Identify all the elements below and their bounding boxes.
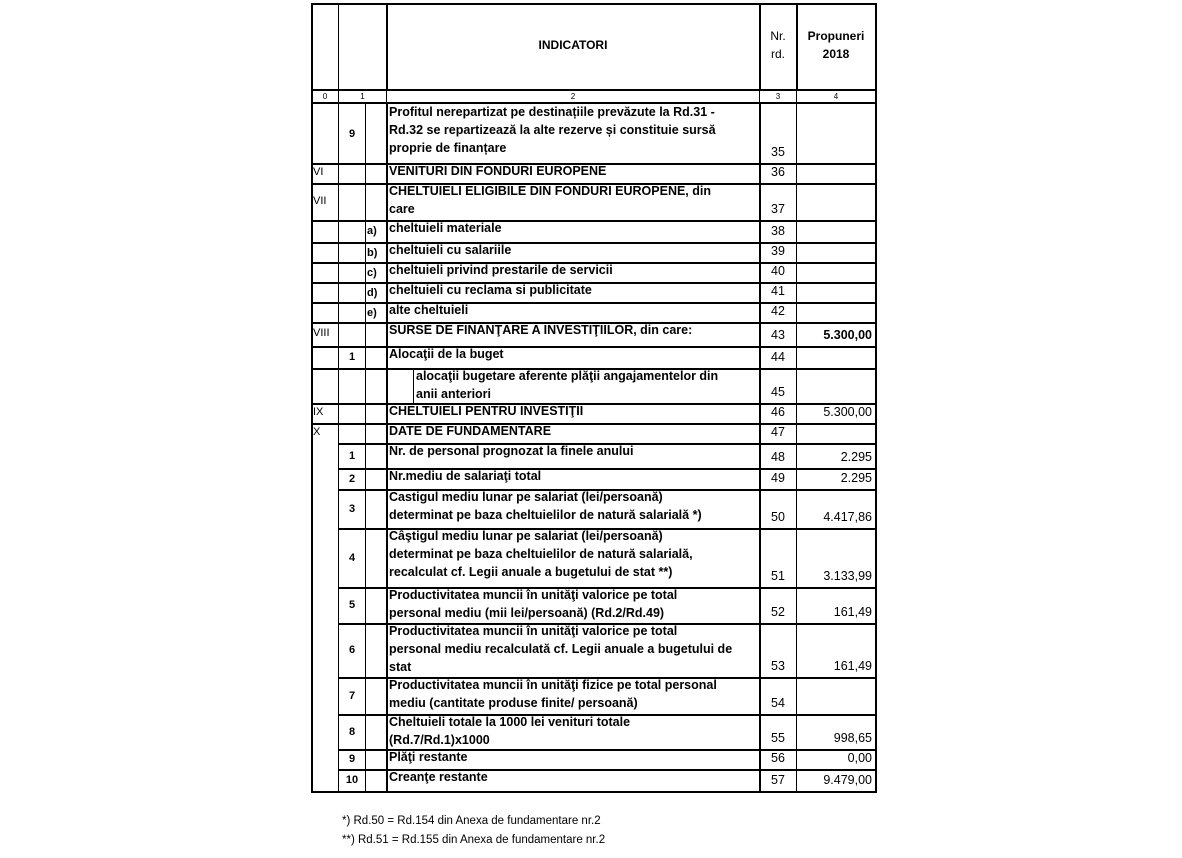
rule-line: [386, 322, 388, 346]
rule-line: [386, 346, 388, 368]
rule-line: [386, 403, 388, 423]
rule-line: [338, 282, 339, 302]
rule-line: [796, 714, 797, 749]
rule-line: [311, 791, 877, 793]
rule-line: [338, 368, 339, 403]
rule-line: [365, 587, 366, 623]
row-number-cell: 53: [771, 659, 785, 673]
rule-line: [796, 163, 797, 183]
row-index-cell: 1: [348, 351, 356, 363]
rule-line: [365, 368, 366, 403]
rule-line: [311, 183, 312, 220]
row-number-cell: 42: [771, 304, 785, 318]
rule-line: [386, 220, 388, 242]
rule-line: [365, 262, 366, 282]
rule-line: [386, 623, 388, 677]
value-cell: 3.133,99: [823, 569, 872, 583]
rule-line: [311, 423, 312, 443]
row-number-cell: 41: [771, 284, 785, 298]
value-cell: 161,49: [833, 659, 872, 673]
rule-line: [311, 322, 312, 346]
rule-line: [413, 368, 414, 403]
rule-line: [338, 163, 339, 183]
rule-line: [796, 322, 797, 346]
row-number-cell: 49: [771, 471, 785, 485]
rule-line: [386, 677, 388, 714]
indicator-text-line: CHELTUIELI PENTRU INVESTIŢII: [389, 404, 584, 418]
indicator-text-line: Alocaţii de la buget: [389, 347, 504, 361]
rule-line: [796, 587, 797, 623]
rule-line: [796, 262, 797, 282]
rule-line: [386, 468, 388, 489]
rule-line: [386, 302, 388, 322]
indicator-text-line: Cheltuieli totale la 1000 lei venituri totale: [389, 715, 631, 729]
row-number-cell: 52: [771, 605, 785, 619]
rule-line: [365, 104, 366, 163]
sub-letter-cell: b): [367, 247, 378, 259]
row-number-cell: 39: [771, 244, 785, 258]
row-number-cell: 40: [771, 264, 785, 278]
indicator-text-line: stat: [389, 660, 412, 674]
rule-line: [365, 242, 366, 262]
rule-line: [365, 322, 366, 346]
rule-line: [796, 220, 797, 242]
roman-numeral-cell: VIII: [313, 327, 330, 339]
rule-line: [311, 623, 312, 677]
row-index-cell: 3: [348, 502, 356, 515]
row-number-cell: 36: [771, 165, 785, 179]
indicator-text-line: Câştigul mediu lunar pe salariat (lei/persoană): [389, 529, 663, 543]
indicator-text-line: Plăţi restante: [389, 750, 468, 764]
rule-line: [386, 423, 388, 443]
indicator-text-line: alte cheltuieli: [389, 303, 469, 317]
rule-line: [365, 749, 366, 769]
rule-line: [338, 183, 339, 220]
row-number-cell: 50: [771, 510, 785, 524]
row-number-cell: 54: [771, 696, 785, 710]
indicator-text-line: DATE DE FUNDAMENTARE: [389, 424, 552, 438]
propuneri-header-line1: Propuneri: [807, 29, 865, 43]
indicator-text-line: personal mediu recalculată cf. Legii anuale a bugetului de: [389, 642, 733, 656]
indicator-text-line: (Rd.7/Rd.1)x1000: [389, 733, 490, 747]
value-cell: 161,49: [833, 605, 872, 619]
row-index-cell: 4: [348, 551, 356, 564]
rule-line: [796, 302, 797, 322]
rule-line: [365, 769, 366, 791]
rule-line: [796, 104, 797, 163]
rule-line: [796, 403, 797, 423]
indicator-text-line: Castigul mediu lunar pe salariat (lei/persoană): [389, 490, 663, 504]
row-index-cell: 5: [348, 599, 356, 611]
rule-line: [311, 220, 312, 242]
rule-line: [365, 489, 366, 528]
rule-line: [386, 282, 388, 302]
indicator-text-line: cheltuieli cu reclama si publicitate: [389, 283, 592, 297]
indicator-text-line: Nr.mediu de salariaţi total: [389, 469, 542, 483]
row-index-cell: 10: [345, 774, 359, 786]
value-cell: 5.300,00: [823, 405, 872, 419]
rule-line: [311, 677, 312, 714]
indicator-text-line: Productivitatea muncii în unităţi valorice pe total: [389, 624, 678, 638]
footnote-2: **) Rd.51 = Rd.155 din Anexa de fundamentare nr.2: [342, 834, 606, 846]
indicator-text-line: mediu (cantitate produse finite/ persoană): [389, 696, 638, 710]
rule-line: [386, 262, 388, 282]
rule-line: [386, 242, 388, 262]
rule-line: [365, 714, 366, 749]
indicator-text-line: determinat pe baza cheltuielilor de natură salarială *): [389, 508, 702, 522]
rule-line: [796, 749, 797, 769]
roman-numeral-cell: IX: [313, 406, 324, 418]
value-cell: 2.295: [840, 471, 872, 485]
row-number-cell: 44: [771, 350, 785, 364]
rule-line: [796, 242, 797, 262]
indicator-text-line: Rd.32 se repartizează la alte rezerve și constituie sursă: [389, 123, 716, 137]
rule-line: [311, 302, 312, 322]
value-cell: 998,65: [833, 731, 872, 745]
row-number-cell: 43: [771, 328, 785, 342]
rule-line: [796, 623, 797, 677]
rule-line: [365, 623, 366, 677]
rule-line: [311, 163, 312, 183]
rule-line: [365, 443, 366, 468]
rule-line: [338, 322, 339, 346]
row-index-cell: 7: [348, 689, 356, 702]
indicator-text-line: SURSE DE FINANŢARE A INVESTIŢIILOR, din care:: [389, 323, 693, 337]
roman-numeral-cell: VII: [313, 194, 327, 207]
rule-line: [796, 468, 797, 489]
row-number-cell: 37: [771, 202, 785, 216]
row-index-cell: 8: [348, 725, 356, 738]
rule-line: [365, 163, 366, 183]
sub-letter-cell: a): [367, 225, 377, 237]
rule-line: [386, 528, 388, 587]
rule-line: [386, 587, 388, 623]
row-number-cell: 56: [771, 751, 785, 765]
row-index-cell: 2: [348, 472, 356, 485]
indicator-text-line: propriе de finanțare: [389, 141, 507, 155]
value-cell: 2.295: [840, 450, 872, 464]
nr-rd-header-line2: rd.: [770, 47, 785, 61]
rule-line: [365, 302, 366, 322]
indicator-text-line: determinat pe baza cheltuielilor de natură salarială,: [389, 547, 693, 561]
rule-line: [311, 104, 312, 163]
rule-line: [796, 677, 797, 714]
sub-letter-cell: c): [367, 267, 377, 279]
row-index-cell: 9: [348, 753, 356, 765]
row-index-cell: 6: [348, 644, 356, 656]
rule-line: [311, 749, 312, 769]
rule-line: [311, 489, 312, 528]
indicator-text-line: CHELTUIELI ELIGIBILE DIN FONDURI EUROPENE, din: [389, 184, 711, 198]
roman-numeral-cell: VI: [313, 166, 324, 178]
indicator-text-line: personal mediu (mii lei/persoană) (Rd.2/Rd.49): [389, 606, 665, 620]
rule-line: [338, 262, 339, 282]
rule-line: [311, 714, 312, 749]
rule-line: [311, 282, 312, 302]
rule-line: [386, 183, 388, 220]
rule-line: [311, 262, 312, 282]
indicator-text-line: Nr. de personal prognozat la finele anului: [389, 444, 634, 458]
rule-line: [386, 749, 388, 769]
rule-line: [365, 346, 366, 368]
rule-line: [365, 677, 366, 714]
rule-line: [796, 346, 797, 368]
rule-line: [796, 769, 797, 791]
rule-line: [365, 468, 366, 489]
indicator-text-line: Creanţe restante: [389, 770, 488, 784]
rule-line: [311, 346, 312, 368]
indicator-text-line: anii anteriori: [416, 387, 492, 401]
rule-line: [338, 242, 339, 262]
col-number-1: 1: [360, 92, 365, 101]
rule-line: [311, 403, 312, 423]
rule-line: [311, 242, 312, 262]
row-number-cell: 51: [771, 569, 785, 583]
indicator-text-line: alocaţii bugetare aferente plăţii angajamentelor din: [416, 369, 719, 383]
rule-line: [311, 368, 312, 403]
rule-line: [365, 403, 366, 423]
rule-line: [796, 423, 797, 443]
value-cell: 4.417,86: [823, 510, 872, 524]
value-cell: 9.479,00: [823, 773, 872, 787]
row-number-cell: 55: [771, 731, 785, 745]
indicator-text-line: Productivitatea muncii în unităţi valorice pe total: [389, 588, 678, 602]
roman-numeral-cell: X: [313, 426, 321, 438]
rule-line: [386, 489, 388, 528]
col-number-4: 4: [833, 92, 839, 101]
rule-line: [311, 587, 312, 623]
rule-line: [386, 104, 388, 163]
sub-letter-cell: e): [367, 307, 377, 319]
col-number-0: 0: [322, 92, 328, 101]
row-number-cell: 48: [771, 450, 785, 464]
rule-line: [338, 220, 339, 242]
sub-letter-cell: d): [367, 287, 378, 299]
row-number-cell: 45: [771, 385, 785, 399]
indicator-text-line: Profitul nerepartizat pe destinațiile prevăzute la Rd.31 -: [389, 105, 715, 119]
value-cell: 5.300,00: [823, 328, 872, 342]
rule-line: [796, 282, 797, 302]
rule-line: [311, 769, 312, 791]
row-number-cell: 38: [771, 224, 785, 238]
rule-line: [338, 302, 339, 322]
col-number-3: 3: [775, 92, 781, 101]
rule-line: [365, 183, 366, 220]
row-index-cell: 9: [348, 127, 356, 140]
rule-line: [875, 3, 877, 793]
row-number-cell: 47: [771, 425, 785, 439]
indicator-text-line: care: [389, 202, 415, 216]
rule-line: [365, 220, 366, 242]
rule-line: [386, 163, 388, 183]
rule-line: [796, 489, 797, 528]
indicator-text-line: cheltuieli materiale: [389, 221, 502, 235]
col-number-2: 2: [570, 92, 576, 101]
rule-line: [796, 528, 797, 587]
indicatori-header: INDICATORI: [538, 38, 608, 52]
rule-line: [386, 769, 388, 791]
rule-line: [311, 468, 312, 489]
row-index-cell: 1: [348, 449, 356, 462]
rule-line: [365, 282, 366, 302]
rule-line: [386, 368, 388, 403]
rule-line: [386, 443, 388, 468]
rule-line: [311, 528, 312, 587]
rule-line: [365, 423, 366, 443]
rule-line: [311, 443, 312, 468]
rule-line: [311, 3, 877, 5]
rule-line: [338, 423, 339, 443]
rule-line: [386, 714, 388, 749]
indicator-text-line: VENITURI DIN FONDURI EUROPENE: [389, 164, 607, 178]
indicator-text-line: recalculat cf. Legii anuale a bugetului de stat **): [389, 565, 673, 579]
row-number-cell: 46: [771, 405, 785, 419]
nr-rd-header-line1: Nr.: [770, 29, 786, 43]
value-cell: 0,00: [847, 751, 872, 765]
indicator-text-line: Productivitatea muncii în unităţi fizice pe total personal: [389, 678, 717, 692]
rule-line: [365, 528, 366, 587]
propuneri-header-line2: 2018: [822, 47, 850, 61]
rule-line: [796, 183, 797, 220]
indicator-text-line: cheltuieli cu salariile: [389, 243, 512, 257]
footnote-1: *) Rd.50 = Rd.154 din Anexa de fundamentare nr.2: [342, 815, 601, 827]
rule-line: [338, 403, 339, 423]
rule-line: [796, 443, 797, 468]
indicator-text-line: cheltuieli privind prestarile de servicii: [389, 263, 613, 277]
rule-line: [796, 368, 797, 403]
row-number-cell: 35: [771, 145, 785, 159]
row-number-cell: 57: [771, 773, 785, 787]
